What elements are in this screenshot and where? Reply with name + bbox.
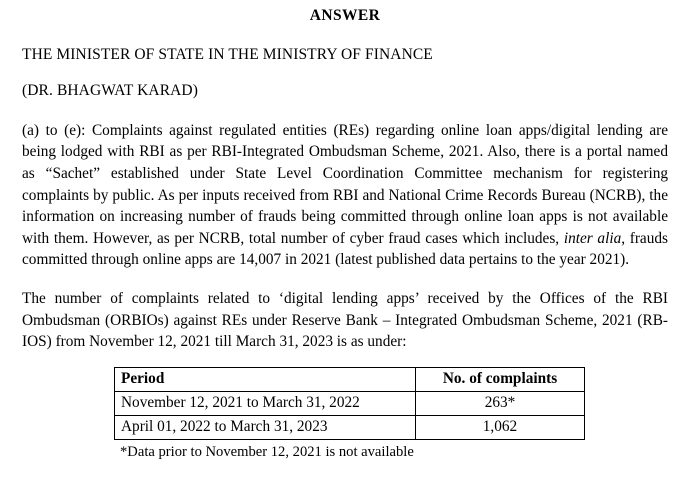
complaints-table-wrapper — [22, 367, 668, 440]
table-row — [115, 391, 585, 415]
table-footnote: *Data prior to November 12, 2021 is not available — [120, 443, 414, 460]
column-header-complaints: No. of complaints — [416, 367, 585, 391]
answer-paragraph-1-text-before-italic: (a) to (e): Complaints against regulated entities (REs) regarding online loan apps/digital lending are being lodged with RBI as per RBI-Integrated Ombudsman Scheme, 2021. Also, there is a portal named as “Sachet” established under State Level Coordination Committee mechanism for registering complaints by public. As per inputs received from RBI and National Crime Records Bureau (NCRB), the information on increasing number of frauds being committed through online loan apps is not available with them. However, as per NCRB, total number of cyber fraud cases which includes, — [22, 121, 668, 247]
answer-paragraph-2: The number of complaints related to ‘digital lending apps’ received by the Offices of the RBI Ombudsman (ORBIOs) against REs under Reserve Bank – Integrated Ombudsman Scheme, 2021 (RB-IOS) from November 12, 2021 till March 31, 2023 is as under: — [22, 289, 668, 351]
cell-complaints-count: 263* — [416, 391, 585, 415]
document-page — [0, 4, 690, 491]
answer-paragraph-1 — [22, 120, 668, 271]
page-title: ANSWER — [309, 7, 381, 24]
cell-period: November 12, 2021 to March 31, 2022 — [115, 391, 416, 415]
table-header-row — [115, 367, 585, 391]
column-header-period: Period — [115, 367, 416, 391]
minister-name-heading: (DR. BHAGWAT KARAD) — [22, 82, 198, 100]
answer-paragraph-1-text-after-italic: , frauds committed through online apps are 14,007 in 2021 (latest published data pertains to the year 2021). — [22, 229, 668, 269]
cell-complaints-count: 1,062 — [416, 415, 585, 439]
table-row — [115, 415, 585, 439]
complaints-table — [114, 367, 585, 440]
cell-period: April 01, 2022 to March 31, 2023 — [115, 415, 416, 439]
complaints-table-head — [115, 367, 585, 391]
complaints-table-body — [115, 391, 585, 439]
minister-designation-heading: THE MINISTER OF STATE IN THE MINISTRY OF FINANCE — [22, 45, 433, 63]
answer-paragraph-1-italic-phrase: inter alia — [563, 229, 622, 247]
